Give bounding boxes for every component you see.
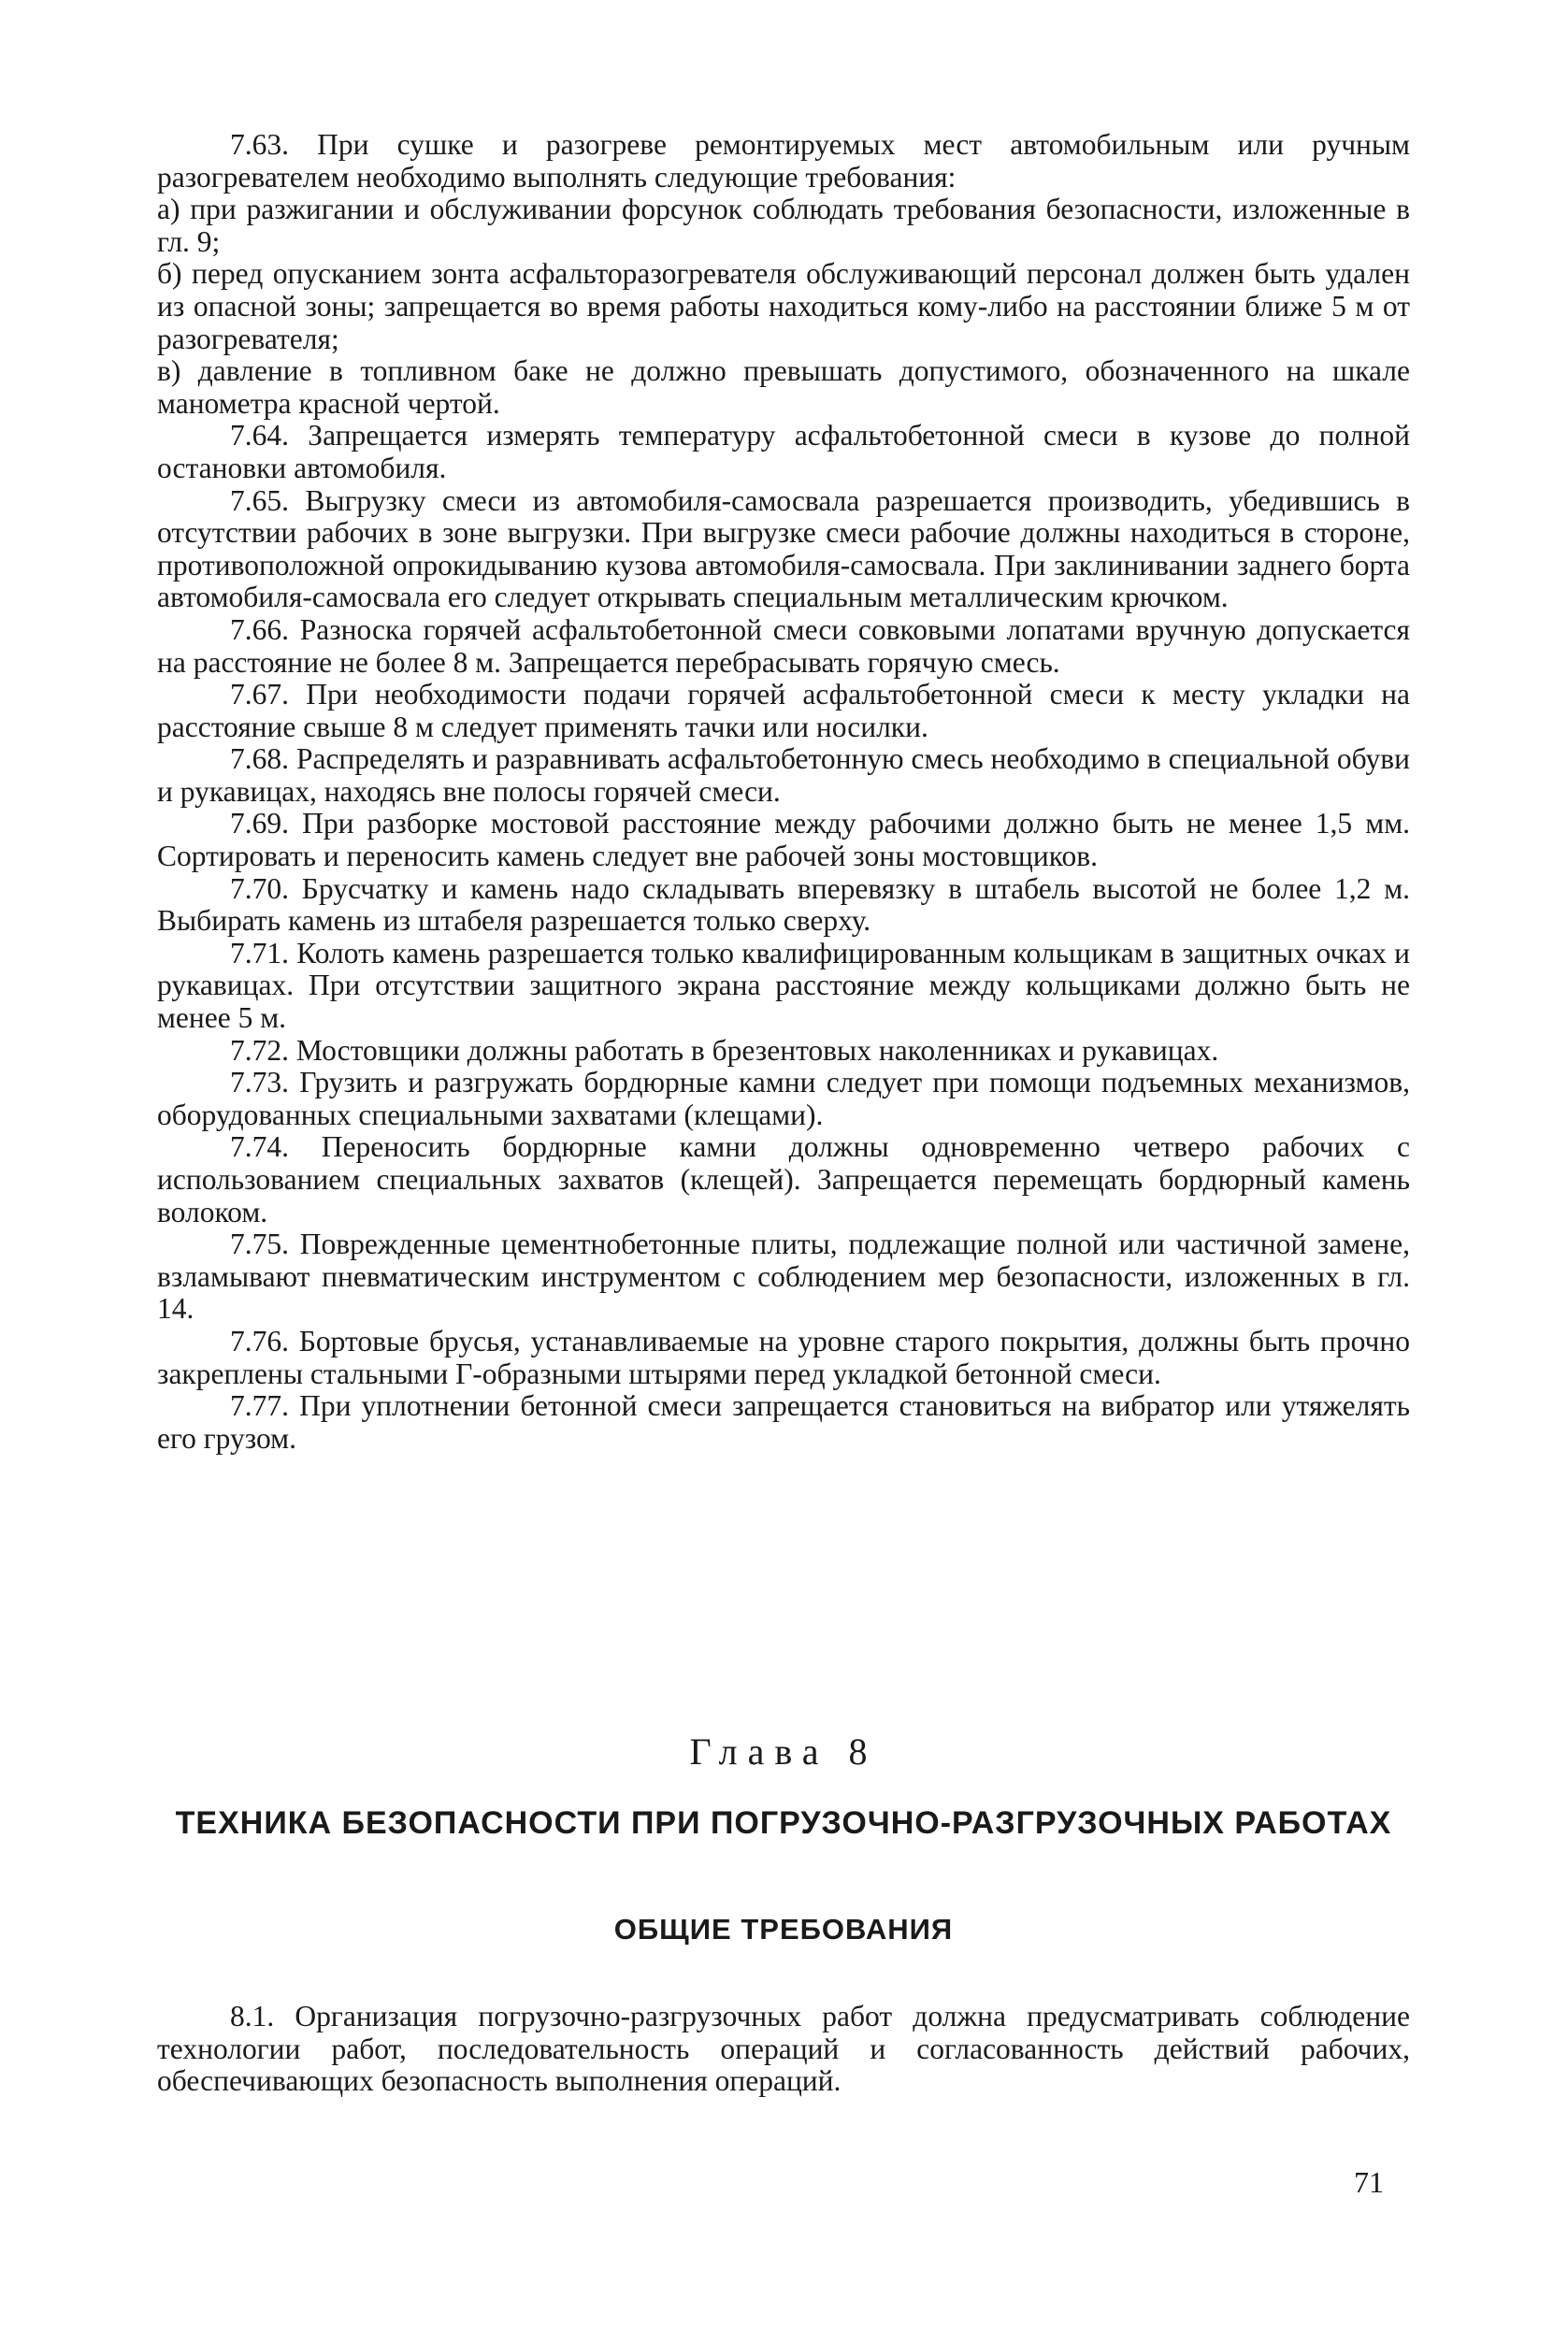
paragraph-7-64: 7.64. Запрещается измерять температуру асфальтобетонной смеси в кузове до полной остановки автомобиля. [157,419,1410,484]
paragraph-7-77: 7.77. При уплотнении бетонной смеси запрещается становиться на вибратор или утяжелять его грузом. [157,1389,1410,1455]
paragraph-7-68: 7.68. Распределять и разравнивать асфальтобетонную смесь необходимо в специальной обуви и рукавицах, находясь вне полосы горячей смеси. [157,742,1410,808]
paragraph-7-69: 7.69. При разборке мостовой расстояние между рабочими должно быть не менее 1,5 мм. Сортировать и переносить камень следует вне рабочей зоны мостовщиков. [157,807,1410,873]
paragraph-7-63: 7.63. При сушке и разогреве ремонтируемых мест автомобильным или ручным разогревателем необходимо выполнять следующие требования: [157,128,1410,194]
paragraph-7-65: 7.65. Выгрузку смеси из автомобиля-самосвала разрешается производить, убедившись в отсутствии рабочих в зоне выгрузки. При выгрузке смеси рабочие должны находиться в стороне, противоположной опрокидыванию кузова автомобиля-самосвала. При заклинивании заднего борта автомобиля-самосвала его следует открывать специальным металлическим крючком. [157,483,1410,614]
subparagraph-a: а) при разжигании и обслуживании форсунок соблюдать требования безопасности, изложенные в гл. 9; [157,193,1410,258]
paragraph-7-70: 7.70. Брусчатку и камень надо складывать вперевязку в штабель высотой не более 1,2 м. Выбирать камень из штабеля разрешается только сверху. [157,871,1410,938]
paragraph-7-74: 7.74. Переносить бордюрные камни должны одновременно четверо рабочих с использованием специальных захватов (клещей). Запрещается перемещать бордюрный камень волоком. [157,1130,1410,1228]
document-page [157,129,1410,2307]
chapter-title: ТЕХНИКА БЕЗОПАСНОСТИ ПРИ ПОГРУЗОЧНО-РАЗГРУЗОЧНЫХ РАБОТАХ [175,1805,1392,1841]
paragraph-7-71: 7.71. Колоть камень разрешается только квалифицированным кольщикам в защитных очках и рукавицах. При отсутствии защитного экрана расстояние между кольщиками должно быть не менее 5 м. [157,936,1410,1035]
body-text [157,129,1410,1455]
paragraph-7-67: 7.67. При необходимости подачи горячей асфальтобетонной смеси к месту укладки на расстояние свыше 8 м следует применять тачки или носилки. [157,678,1410,743]
paragraph-7-75: 7.75. Поврежденные цементнобетонные плиты, подлежащие полной или частичной замене, взламывают пневматическим инструментом с соблюдением мер безопасности, изложенных в гл. 14. [157,1228,1410,1326]
paragraph-7-76: 7.76. Бортовые брусья, устанавливаемые на уровне старого покрытия, должны быть прочно закреплены стальными Г-образными штырями перед укладкой бетонной смеси. [157,1324,1410,1390]
paragraph-7-72: 7.72. Мостовщики должны работать в брезентовых наколенниках и рукавицах. [230,1033,1219,1067]
chapter-heading: Глава 8 [689,1731,878,1773]
subparagraph-v: в) давление в топливном баке не должно превышать допустимого, обозначенного на шкале манометра красной чертой. [157,354,1410,420]
page-number: 71 [1354,2165,1384,2199]
paragraph-7-73: 7.73. Грузить и разгружать бордюрные камни следует при помощи подъемных механизмов, оборудованных специальными захватами (клещами). [157,1066,1410,1131]
subparagraph-b: б) перед опусканием зонта асфальторазогревателя обслуживающий персонал должен быть удален из опасной зоны; запрещается во время работы находиться кому-либо на расстоянии ближе 5 м от разогревателя; [157,257,1410,355]
chapter-8-body [157,2001,1410,2098]
paragraph-8-1: 8.1. Организация погрузочно-разгрузочных работ должна предусматривать соблюдение технологии работ, последовательность операций и согласованность действий рабочих, обеспечивающих безопасность выполнения операций. [157,2000,1410,2098]
section-title: ОБЩИЕ ТРЕБОВАНИЯ [613,1913,954,1946]
paragraph-7-66: 7.66. Разноска горячей асфальтобетонной смеси совковыми лопатами вручную допускается на расстояние не более 8 м. Запрещается перебрасывать горячую смесь. [157,612,1410,679]
